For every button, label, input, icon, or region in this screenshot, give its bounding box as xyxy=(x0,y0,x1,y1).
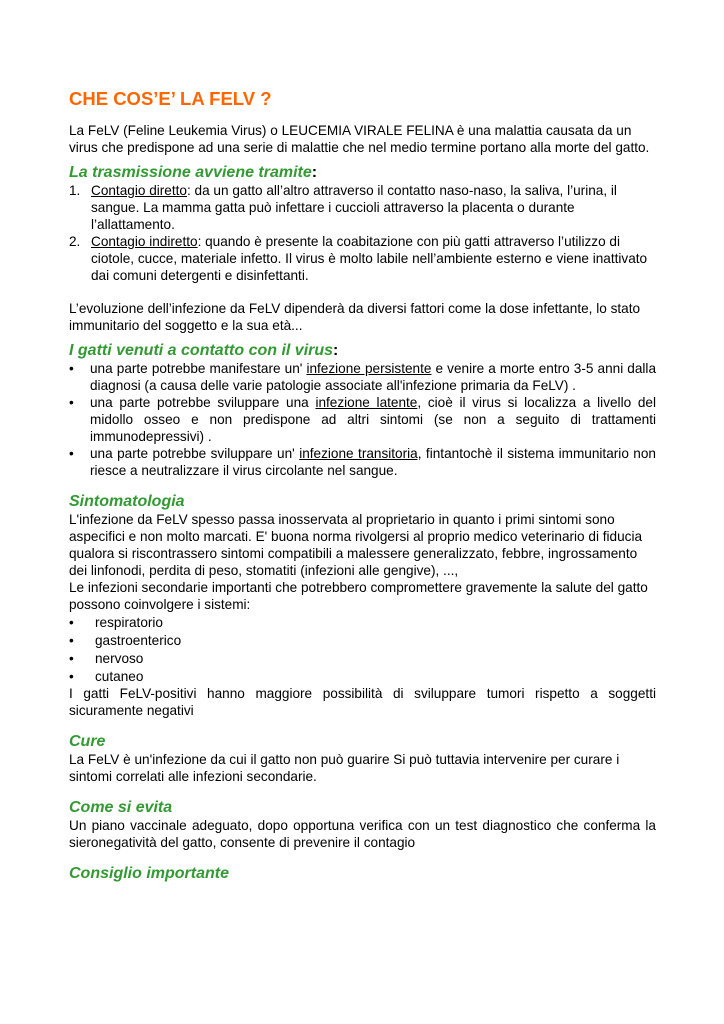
trasmissione-heading xyxy=(69,163,656,182)
sistema-cutaneo: cutaneo xyxy=(95,669,144,684)
bullet-icon: • xyxy=(69,651,74,666)
sintomatologia-paragraph-2: Le infezioni secondarie importanti che potrebbero compromettere gravemente la salute del gatto possono coinvolgere i sistemi: xyxy=(69,580,648,612)
contagio-diretto-term: Contagio diretto xyxy=(91,183,187,198)
list-item xyxy=(69,394,656,445)
infezione-transitoria-term: infezione transitoria, xyxy=(299,446,422,461)
list-item xyxy=(69,668,656,685)
bullet-icon: • xyxy=(69,633,74,648)
sistema-gastroenterico: gastroenterico xyxy=(95,633,182,648)
bullet-icon: • xyxy=(69,361,74,376)
contagio-indiretto-term: Contagio indiretto xyxy=(91,234,198,249)
consiglio-heading: Consiglio importante xyxy=(69,865,229,882)
item-pre-text: una parte potrebbe sviluppare un' xyxy=(90,446,300,461)
list-number: 2. xyxy=(69,234,81,249)
bullet-icon: • xyxy=(69,395,74,410)
bullet-icon: • xyxy=(69,615,74,630)
evoluzione-paragraph: L’evoluzione dell’infezione da FeLV dipenderà da diversi fattori come la dose infettante, lo stato immunitario del soggetto e la sua età... xyxy=(69,301,641,333)
trasmissione-heading-text: La trasmissione avviene tramite xyxy=(69,164,312,181)
list-item-text xyxy=(91,182,656,233)
trasmissione-heading-colon: : xyxy=(311,164,318,181)
bullet-icon: • xyxy=(69,669,74,684)
list-number: 1. xyxy=(69,183,81,198)
sintomatologia-paragraph-3: I gatti FeLV-positivi hanno maggiore possibilità di sviluppare tumori rispetto a soggetti sicuramente negativi xyxy=(69,686,656,718)
come-si-evita-heading: Come si evita xyxy=(69,799,173,816)
infezione-persistente-term: infezione persistente xyxy=(306,361,432,376)
intro-paragraph: La FeLV (Feline Leukemia Virus) o LEUCEMIA VIRALE FELINA è una malattia causata da un virus che predispone ad una serie di malattie che nel medio termine portano alla morte del gatto. xyxy=(69,123,650,155)
gatti-heading-colon: : xyxy=(333,342,339,359)
list-item xyxy=(69,650,656,667)
list-item xyxy=(69,445,656,479)
contagio-indiretto-text: : quando è presente la coabitazione con più gatti attraverso l’utilizzo di ciotole, cucce, materiale infetto. Il virus è molto labile nell’ambiente esterno e viene inattivato dai comuni detergenti e disinfettanti. xyxy=(91,234,648,283)
list-item-text xyxy=(91,233,656,284)
item-post-text: , cioè il virus si localizza a livello del midollo osseo e non predispone ad altri sintomi (se non a seguito di trattamenti immunodepressivi) . xyxy=(90,395,656,444)
sistema-nervoso: nervoso xyxy=(95,651,144,666)
page-title: CHE COS’E’ LA FELV ? xyxy=(69,88,272,109)
item-pre-text: una parte potrebbe sviluppare una xyxy=(90,395,316,410)
item-post-text: e venire a morte entro 3-5 anni dalla diagnosi (a causa delle varie patologie associate all'infezione primaria da FeLV) . xyxy=(90,361,657,393)
sistema-respiratorio: respiratorio xyxy=(95,615,163,630)
list-item xyxy=(69,632,656,649)
item-post-text: fintantochè il sistema immunitario non riesce a neutralizzare il virus circolante nel sangue. xyxy=(90,446,656,478)
list-item xyxy=(69,614,656,631)
item-pre-text: una parte potrebbe manifestare un' xyxy=(90,361,307,376)
infezione-latente-term: infezione latente xyxy=(315,395,418,410)
cure-paragraph: La FeLV è un'infezione da cui il gatto non può guarire Si può tuttavia intervenire per curare i sintomi correlati alle infezioni secondarie. xyxy=(69,752,620,784)
contagio-diretto-text: : da un gatto all’altro attraverso il contatto naso-naso, la saliva, l’urina, il sangue. La mamma gatta può infettare i cuccioli attraverso la placenta o durante l’allattamento. xyxy=(91,183,617,232)
bullet-icon: • xyxy=(69,446,74,461)
document-content xyxy=(69,88,656,883)
cure-heading: Cure xyxy=(69,733,106,750)
come-si-evita-paragraph: Un piano vaccinale adeguato, dopo opportuna verifica con un test diagnostico che conferma la sieronegatività del gatto, consente di prevenire il contagio xyxy=(69,818,656,850)
gatti-heading-text: I gatti venuti a contatto con il virus xyxy=(69,342,334,359)
gatti-heading xyxy=(69,341,656,360)
sintomatologia-heading: Sintomatologia xyxy=(69,493,185,510)
list-item xyxy=(69,182,656,233)
sintomatologia-paragraph-1: L'infezione da FeLV spesso passa inosservata al proprietario in quanto i primi sintomi sono aspecifici e non molto marcati. E' buona norma rivolgersi al proprio medico veterinario di fiducia qualora si riscontrassero sintomi compatibili a malessere generalizzato, febbre, ingrossamento dei linfonodi, perdita di peso, stomatiti (infezioni alle gengive), ..., xyxy=(69,512,643,578)
list-item xyxy=(69,360,656,394)
list-item-text xyxy=(90,360,656,394)
list-item-text xyxy=(90,394,656,445)
list-item-text xyxy=(90,445,656,479)
list-item xyxy=(69,233,656,284)
